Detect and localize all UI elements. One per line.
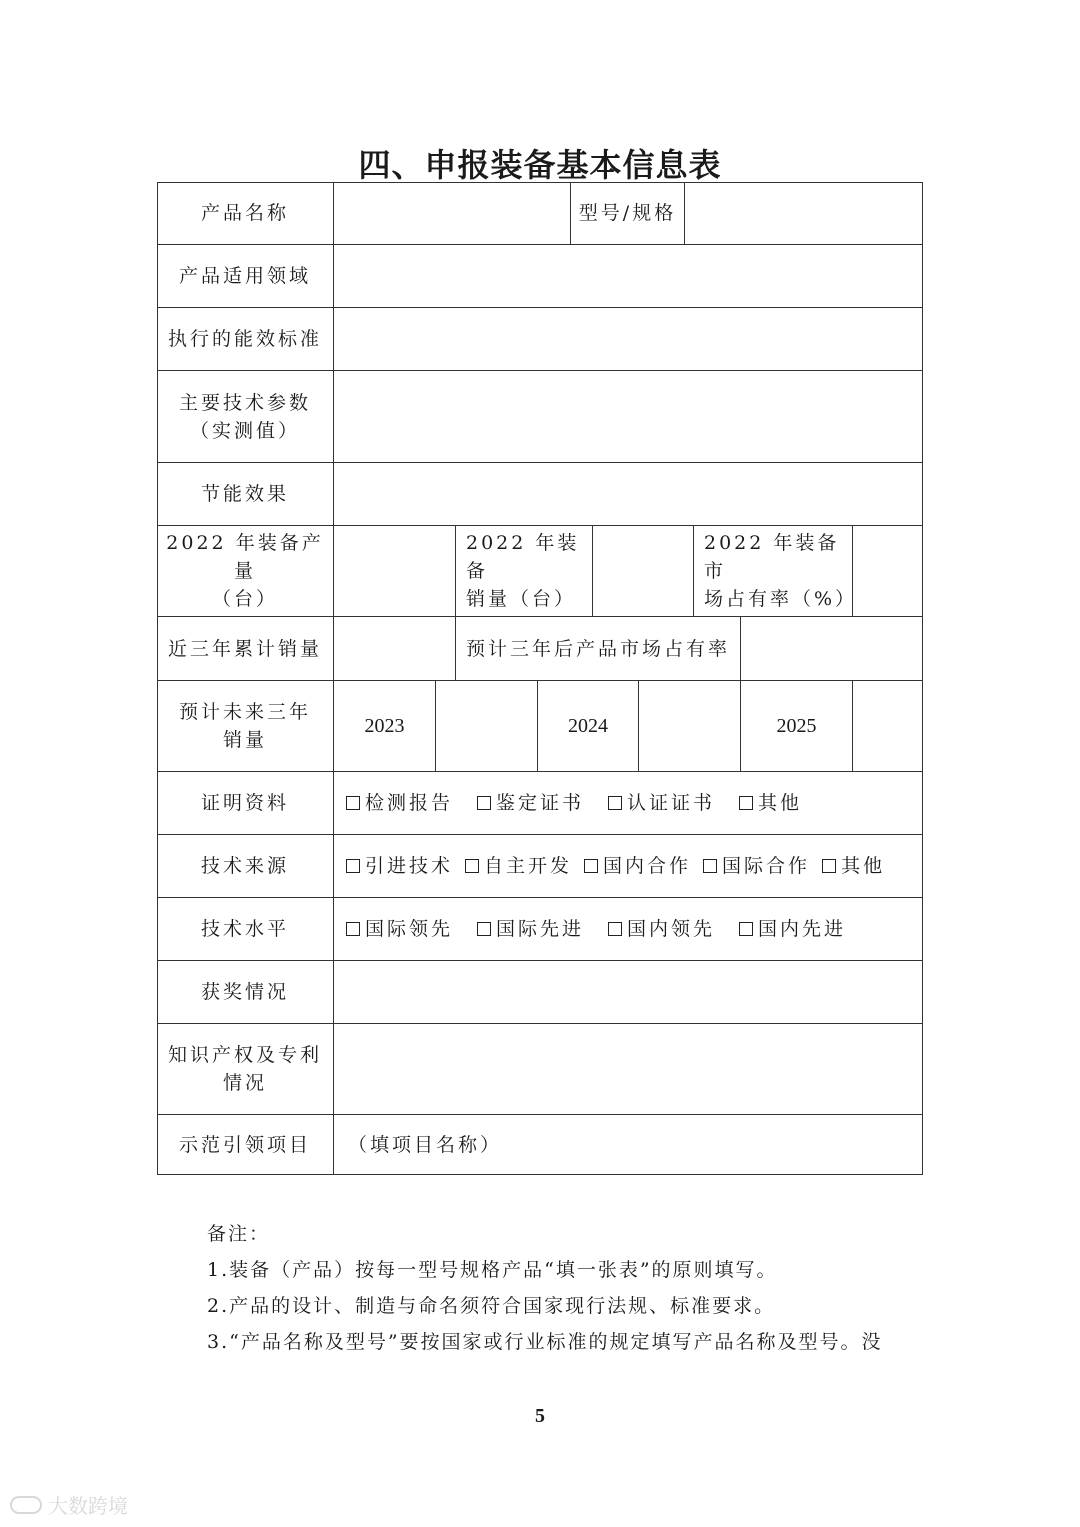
checkbox-icon	[739, 922, 753, 936]
source-label: 技术来源	[157, 835, 334, 898]
proof-option-label: 其他	[758, 792, 803, 814]
level-option[interactable]	[608, 915, 715, 943]
sales-label-line2: 销量（台）	[466, 588, 577, 610]
checkbox-icon	[739, 796, 753, 810]
level-option[interactable]	[346, 915, 453, 943]
year-2023-field[interactable]	[436, 681, 538, 772]
future-label-line1: 预计未来三年	[178, 701, 311, 723]
output-label-line2: （台）	[211, 588, 278, 610]
sales-label-line1: 2022 年装备	[466, 532, 580, 582]
watermark	[10, 1490, 128, 1519]
product-name-label: 产品名称	[157, 182, 334, 245]
year-2025-label: 2025	[741, 681, 853, 772]
proof-option[interactable]	[346, 789, 453, 817]
checkbox-icon	[477, 796, 491, 810]
domain-field[interactable]	[334, 245, 923, 308]
proof-options	[334, 772, 923, 835]
output-label-line1: 2022 年装备产量	[166, 532, 324, 582]
ip-field[interactable]	[334, 1024, 923, 1115]
product-name-field[interactable]	[334, 182, 571, 245]
watermark-text: 大数跨境	[48, 1494, 128, 1518]
source-option[interactable]	[465, 852, 572, 880]
output-field[interactable]	[334, 526, 456, 617]
source-option[interactable]	[822, 852, 885, 880]
checkbox-icon	[703, 859, 717, 873]
effect-field[interactable]	[334, 463, 923, 526]
future-label-line2: 销量	[222, 729, 267, 751]
cumulative-label: 近三年累计销量	[157, 617, 334, 681]
source-option[interactable]	[584, 852, 691, 880]
level-option-label: 国内领先	[627, 918, 716, 940]
checkbox-icon	[346, 859, 360, 873]
params-label-line1: 主要技术参数	[178, 391, 311, 414]
ip-label-line1: 知识产权及专利	[167, 1044, 322, 1066]
proof-option-label: 认证证书	[627, 792, 716, 814]
source-options	[334, 835, 923, 898]
checkbox-icon	[465, 859, 479, 873]
awards-field[interactable]	[334, 961, 923, 1024]
future-label	[157, 681, 334, 772]
year-2023-label: 2023	[334, 681, 436, 772]
source-option[interactable]	[346, 852, 453, 880]
ip-label-line2: 情况	[222, 1072, 267, 1094]
level-option[interactable]	[739, 915, 846, 943]
checkbox-icon	[608, 922, 622, 936]
proof-label: 证明资料	[157, 772, 334, 835]
year-2024-label: 2024	[538, 681, 639, 772]
forecast-share-field[interactable]	[741, 617, 923, 681]
level-option-label: 国内先进	[758, 918, 847, 940]
sales-label	[456, 526, 593, 617]
level-options	[334, 898, 923, 961]
proof-option[interactable]	[477, 789, 584, 817]
share-field[interactable]	[853, 526, 923, 617]
output-label	[157, 526, 334, 617]
demo-field[interactable]: （填项目名称）	[334, 1115, 923, 1175]
level-label: 技术水平	[157, 898, 334, 961]
checkbox-icon	[584, 859, 598, 873]
source-option-label: 国内合作	[603, 855, 692, 877]
year-2025-field[interactable]	[853, 681, 923, 772]
share-label	[694, 526, 858, 617]
source-option-label: 其他	[841, 855, 886, 877]
effect-label: 节能效果	[157, 463, 334, 526]
source-option[interactable]	[703, 852, 810, 880]
checkbox-icon	[346, 796, 360, 810]
checkbox-icon	[346, 922, 360, 936]
checkbox-icon	[477, 922, 491, 936]
params-label-line2: （实测值）	[189, 419, 300, 442]
standard-label: 执行的能效标准	[157, 308, 334, 371]
proof-option-label: 鉴定证书	[496, 792, 585, 814]
ip-label	[157, 1024, 334, 1115]
note-item: 2.产品的设计、制造与命名须符合国家现行法规、标准要求。	[207, 1295, 776, 1317]
share-label-line1: 2022 年装备市	[704, 532, 840, 582]
page-title: 四、申报装备基本信息表	[358, 146, 722, 184]
model-field[interactable]	[685, 182, 923, 245]
demo-label: 示范引领项目	[157, 1115, 334, 1175]
params-field[interactable]	[334, 371, 923, 463]
level-option-label: 国际领先	[365, 918, 454, 940]
notes-heading: 备注：	[207, 1223, 271, 1245]
forecast-share-label: 预计三年后产品市场占有率	[456, 617, 741, 681]
notes	[207, 1216, 883, 1360]
cumulative-field[interactable]	[334, 617, 456, 681]
proof-option[interactable]	[739, 789, 802, 817]
proof-option-label: 检测报告	[365, 792, 454, 814]
checkbox-icon	[608, 796, 622, 810]
standard-field[interactable]	[334, 308, 923, 371]
source-option-label: 自主开发	[484, 855, 573, 877]
source-option-label: 引进技术	[365, 855, 454, 877]
note-item: 1.装备（产品）按每一型号规格产品“填一张表”的原则填写。	[207, 1259, 778, 1281]
share-label-line2: 场占有率（%）	[704, 588, 858, 610]
watermark-logo-icon	[10, 1496, 42, 1514]
params-label	[157, 371, 334, 463]
proof-option[interactable]	[608, 789, 715, 817]
year-2024-field[interactable]	[639, 681, 741, 772]
sales-field[interactable]	[593, 526, 694, 617]
level-option-label: 国际先进	[496, 918, 585, 940]
page-number: 5	[535, 1405, 545, 1427]
model-label: 型号/规格	[571, 182, 685, 245]
note-item: 3.“产品名称及型号”要按国家或行业标准的规定填写产品名称及型号。没	[207, 1331, 883, 1353]
domain-label: 产品适用领域	[157, 245, 334, 308]
source-option-label: 国际合作	[722, 855, 811, 877]
level-option[interactable]	[477, 915, 584, 943]
awards-label: 获奖情况	[157, 961, 334, 1024]
checkbox-icon	[822, 859, 836, 873]
